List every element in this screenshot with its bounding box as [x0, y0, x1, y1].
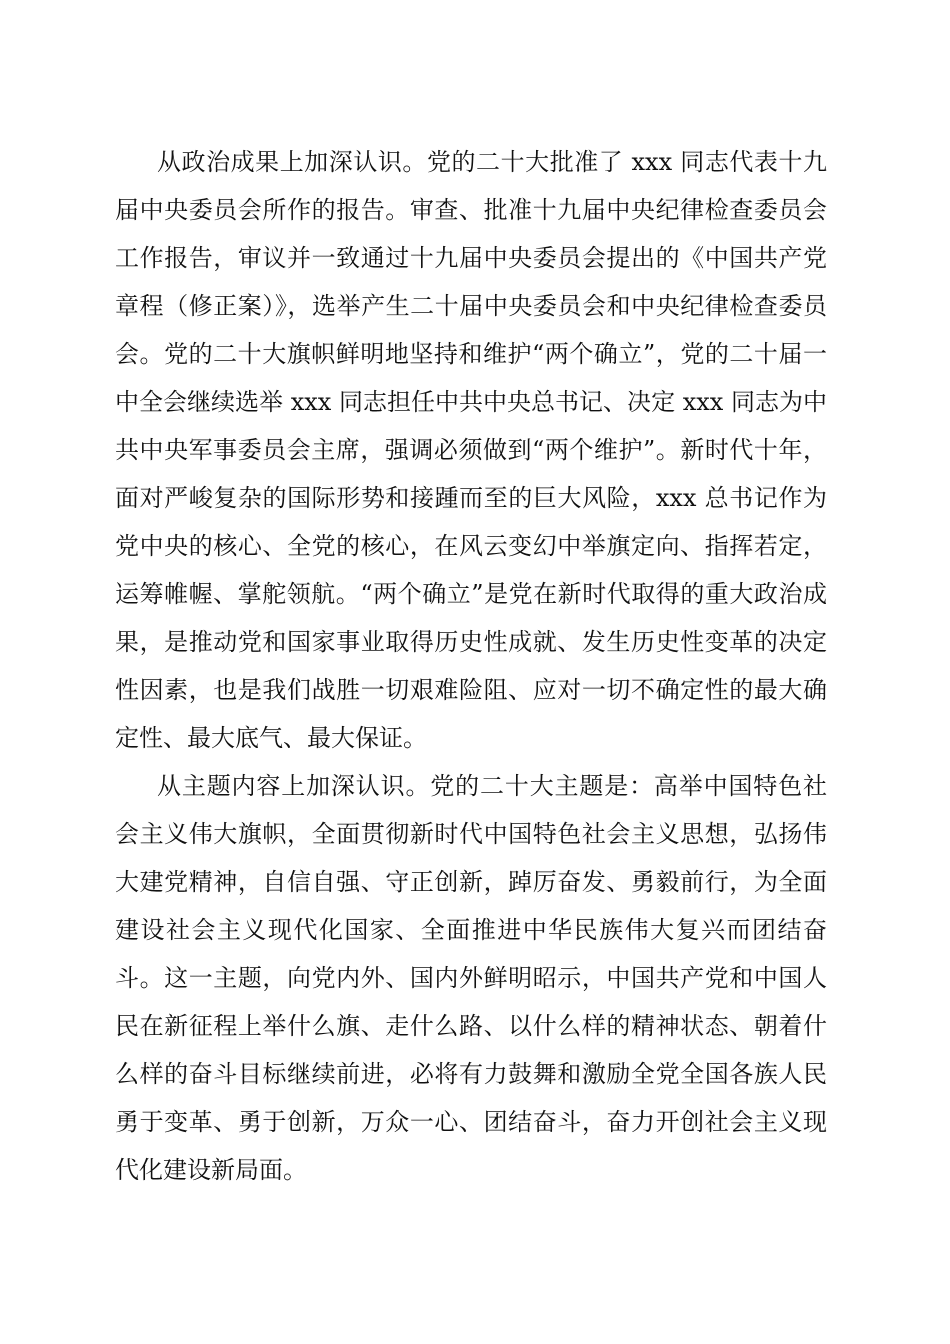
paragraph-political-achievements: 从政治成果上加深认识。党的二十大批准了 xxx 同志代表十九届中央委员会所作的报告。审查、批准十九届中央纪律检查委员会工作报告，审议并一致通过十九届中央委员会提出的《中国共产党章程（修正案）》，选举产生二十届中央委员会和中央纪律检查委员会。党的二十大旗帜鲜明地坚持和维护“两个确立”，党的二十届一中全会继续选举 xxx 同志担任中共中央总书记、决定 xxx 同志为中共中央军事委员会主席，强调必须做到“两个维护”。新时代十年，面对严峻复杂的国际形势和接踵而至的巨大风险，xxx 总书记作为党中央的核心、全党的核心，在风云变幻中举旗定向、指挥若定，运筹帷幄、掌舵领航。“两个确立”是党在新时代取得的重大政治成果，是推动党和国家事业取得历史性成就、发生历史性变革的决定性因素，也是我们战胜一切艰难险阻、应对一切不确定性的最大确定性、最大底气、最大保证。: [115, 148, 827, 752]
paragraph-theme-content: 从主题内容上加深认识。党的二十大主题是：高举中国特色社会主义伟大旗帜，全面贯彻新时代中国特色社会主义思想，弘扬伟大建党精神，自信自强、守正创新，踔厉奋发、勇毅前行，为全面建设社会主义现代化国家、全面推进中华民族伟大复兴而团结奋斗。这一主题，向党内外、国内外鲜明昭示，中国共产党和中国人民在新征程上举什么旗、走什么路、以什么样的精神状态、朝着什么样的奋斗目标继续前进，必将有力鼓舞和激励全党全国各族人民勇于变革、勇于创新，万众一心、团结奋斗，奋力开创社会主义现代化建设新局面。: [115, 772, 827, 1184]
document-body: [115, 138, 827, 1194]
